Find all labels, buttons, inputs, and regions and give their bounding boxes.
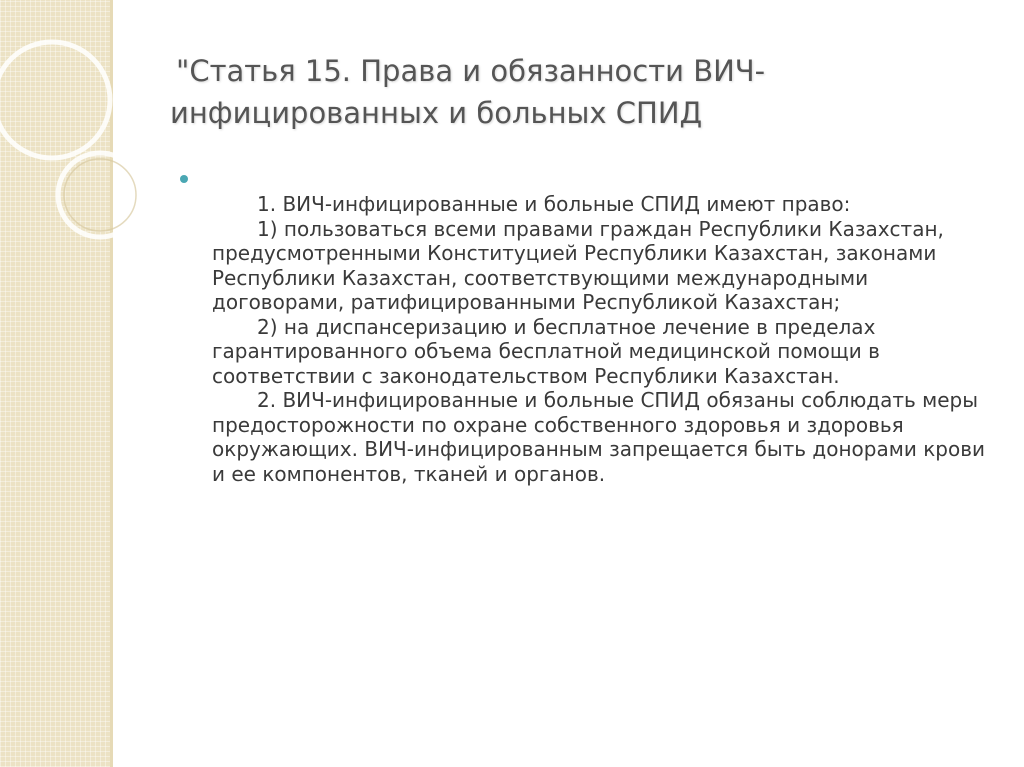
decorative-ring-inner bbox=[64, 159, 136, 231]
slide-body bbox=[212, 192, 1002, 486]
decorative-ring-small bbox=[58, 153, 142, 237]
paragraph bbox=[212, 192, 1002, 217]
paragraph-text: 1) пользоваться всеми правами граждан Республики Казахстан, предусмотренными Конституцией Республики Казахстан, законами Республики Казахстан, соответствующими международными договорами, ратифицированными Республикой Казахстан; bbox=[212, 216, 944, 314]
slide-title bbox=[170, 50, 976, 134]
paragraph-text: 2. ВИЧ-инфицированные и больные СПИД обязаны соблюдать меры предосторожности по охране собственного здоровья и здоровья окружающих. ВИЧ-инфицированным запрещается быть донорами крови и ее компонентов, тканей и органов. bbox=[212, 388, 985, 486]
paragraph bbox=[212, 315, 1002, 389]
paragraph bbox=[212, 217, 1002, 315]
paragraph-text: 2) на диспансеризацию и бесплатное лечение в пределах гарантированного объема бесплатной медицинской помощи в соответствии с законодательством Республики Казахстан. bbox=[212, 314, 880, 388]
slide-title-line-2: инфицированных и больных СПИД bbox=[170, 96, 703, 130]
decorative-ring-large bbox=[0, 42, 110, 158]
slide-title-line-1: "Статья 15. Права и обязанности ВИЧ- bbox=[176, 54, 766, 88]
paragraph bbox=[212, 388, 1002, 486]
decorative-rings bbox=[0, 0, 160, 300]
bullet-dot-icon bbox=[180, 175, 188, 183]
paragraph-text: 1. ВИЧ-инфицированные и больные СПИД имеют право: bbox=[257, 192, 851, 216]
